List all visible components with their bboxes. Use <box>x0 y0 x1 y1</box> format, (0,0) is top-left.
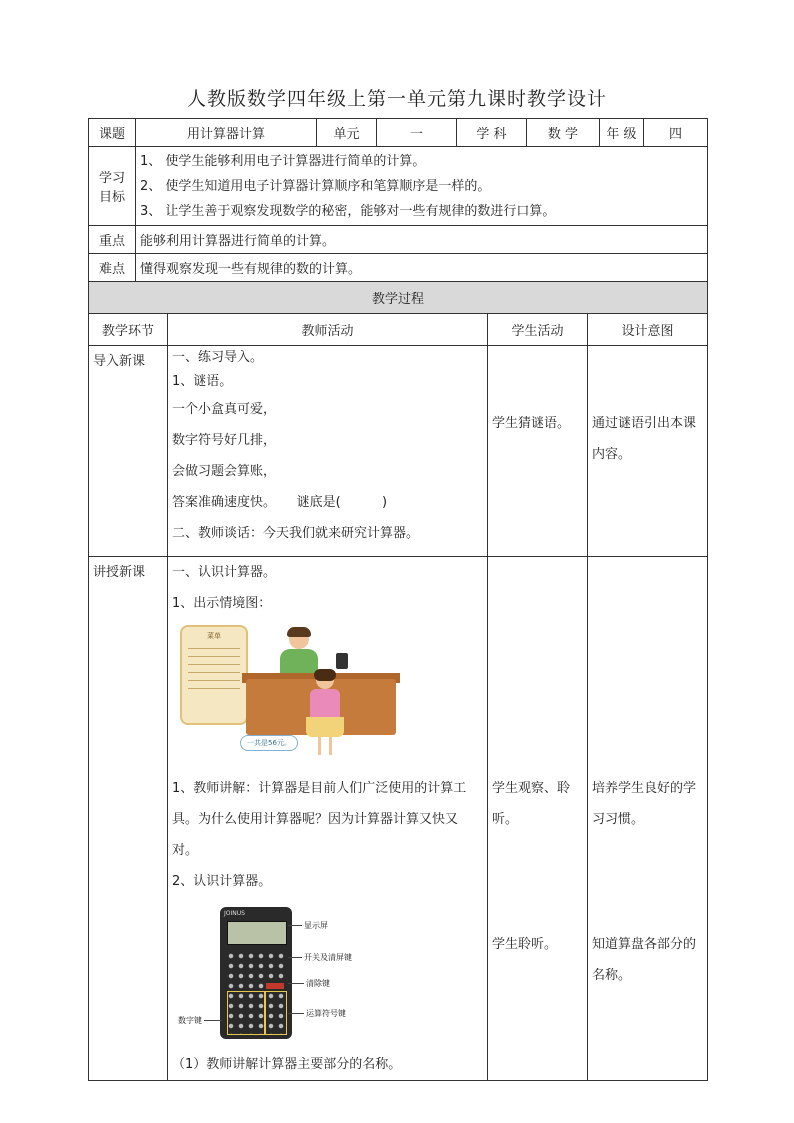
teacher-activity-intro <box>168 346 488 557</box>
text-line: 一、认识计算器。 <box>172 565 277 580</box>
student-note: 学生观察、聆听。 <box>492 781 571 827</box>
intent-new <box>588 557 708 1081</box>
intent-note: 知道算盘各部分的名称。 <box>592 937 697 983</box>
student-activity-new <box>488 557 588 1081</box>
page-title: 人教版数学四年级上第一单元第九课时教学设计 <box>186 88 607 110</box>
calculator-icon <box>336 653 348 669</box>
text-line: 一、练习导入。 <box>172 350 264 365</box>
goal-item: 3、 让学生善于观察发现数学的秘密，能够对一些有规律的数进行口算。 <box>140 203 556 219</box>
goals-cell <box>136 147 708 226</box>
key-label: 重点 <box>89 226 136 254</box>
operator-keys-box <box>265 991 287 1035</box>
difficulty-value: 懂得观察发现一些有规律的数的计算。 <box>136 254 708 282</box>
info-table <box>88 118 708 282</box>
text-line: （1）教师讲解计算器主要部分的名称。 <box>172 1057 402 1072</box>
goal-item: 1、 使学生能够利用电子计算器进行简单的计算。 <box>140 153 426 169</box>
intent-note: 培养学生良好的学习习惯。 <box>592 781 697 827</box>
student-activity-intro <box>488 346 588 557</box>
stage-intro: 导入新课 <box>89 346 168 557</box>
subject-label: 学 科 <box>457 119 527 147</box>
intent-intro <box>588 346 708 557</box>
topic-value: 用计算器计算 <box>136 119 317 147</box>
unit-value: 一 <box>377 119 457 147</box>
scene-illustration <box>176 623 406 763</box>
subject-value: 数 学 <box>527 119 600 147</box>
label-power: 开关及清屏键 <box>304 953 352 962</box>
text-line: 答案准确速度快。 谜底是( ) <box>172 495 388 510</box>
intent-note: 通过谜语引出本课内容。 <box>592 416 697 462</box>
grade-value: 四 <box>644 119 708 147</box>
difficulty-label: 难点 <box>89 254 136 282</box>
goal-item: 2、 使学生知道用电子计算器计算顺序和笔算顺序是一样的。 <box>140 178 491 194</box>
student-note: 学生聆听。 <box>492 937 558 952</box>
text-line: 会做习题会算账， <box>172 464 277 479</box>
teacher-activity-new <box>168 557 488 1081</box>
label-operators: 运算符号键 <box>306 1009 346 1018</box>
stage-new: 讲授新课 <box>89 557 168 1081</box>
calculator-diagram <box>176 903 436 1043</box>
text-line: 数字符号好几排， <box>172 433 277 448</box>
menu-title: 菜单 <box>207 632 221 640</box>
text-line: 一个小盒真可爱， <box>172 402 277 417</box>
text-line: 1、出示情境图： <box>172 596 272 611</box>
label-display: 显示屏 <box>304 921 328 930</box>
student-note: 学生猜谜语。 <box>492 416 571 431</box>
header-teacher: 教师活动 <box>168 314 488 346</box>
label-clear: 清除键 <box>306 979 330 988</box>
girl-figure <box>306 671 344 757</box>
menu-card <box>180 625 248 725</box>
text-line: 2、认识计算器。 <box>172 874 272 889</box>
calculator-brand: JOINUS <box>224 910 245 917</box>
clear-key <box>266 983 284 989</box>
digit-keys-box <box>227 991 265 1035</box>
topic-label: 课题 <box>89 119 136 147</box>
text-line: 1、教师讲解：计算器是目前人们广泛使用的计算工具。为什么使用计算器呢？因为计算器计算又快又对。 <box>172 781 467 858</box>
text-line: 1、谜语。 <box>172 374 233 389</box>
label-digits: 数字键 <box>178 1016 202 1025</box>
goals-label: 学习目标 <box>89 147 136 226</box>
header-stage: 教学环节 <box>89 314 168 346</box>
calculator-image <box>220 907 292 1039</box>
text-line: 二、教师谈话：今天我们就来研究计算器。 <box>172 526 420 541</box>
calculator-screen <box>227 921 287 945</box>
process-title: 教学过程 <box>89 282 708 314</box>
process-table <box>88 281 708 1081</box>
header-intent: 设计意图 <box>588 314 708 346</box>
header-student: 学生活动 <box>488 314 588 346</box>
grade-label: 年 级 <box>600 119 644 147</box>
key-value: 能够利用计算器进行简单的计算。 <box>136 226 708 254</box>
unit-label: 单元 <box>317 119 377 147</box>
speech-bubble: 一共是56元。 <box>240 735 298 751</box>
